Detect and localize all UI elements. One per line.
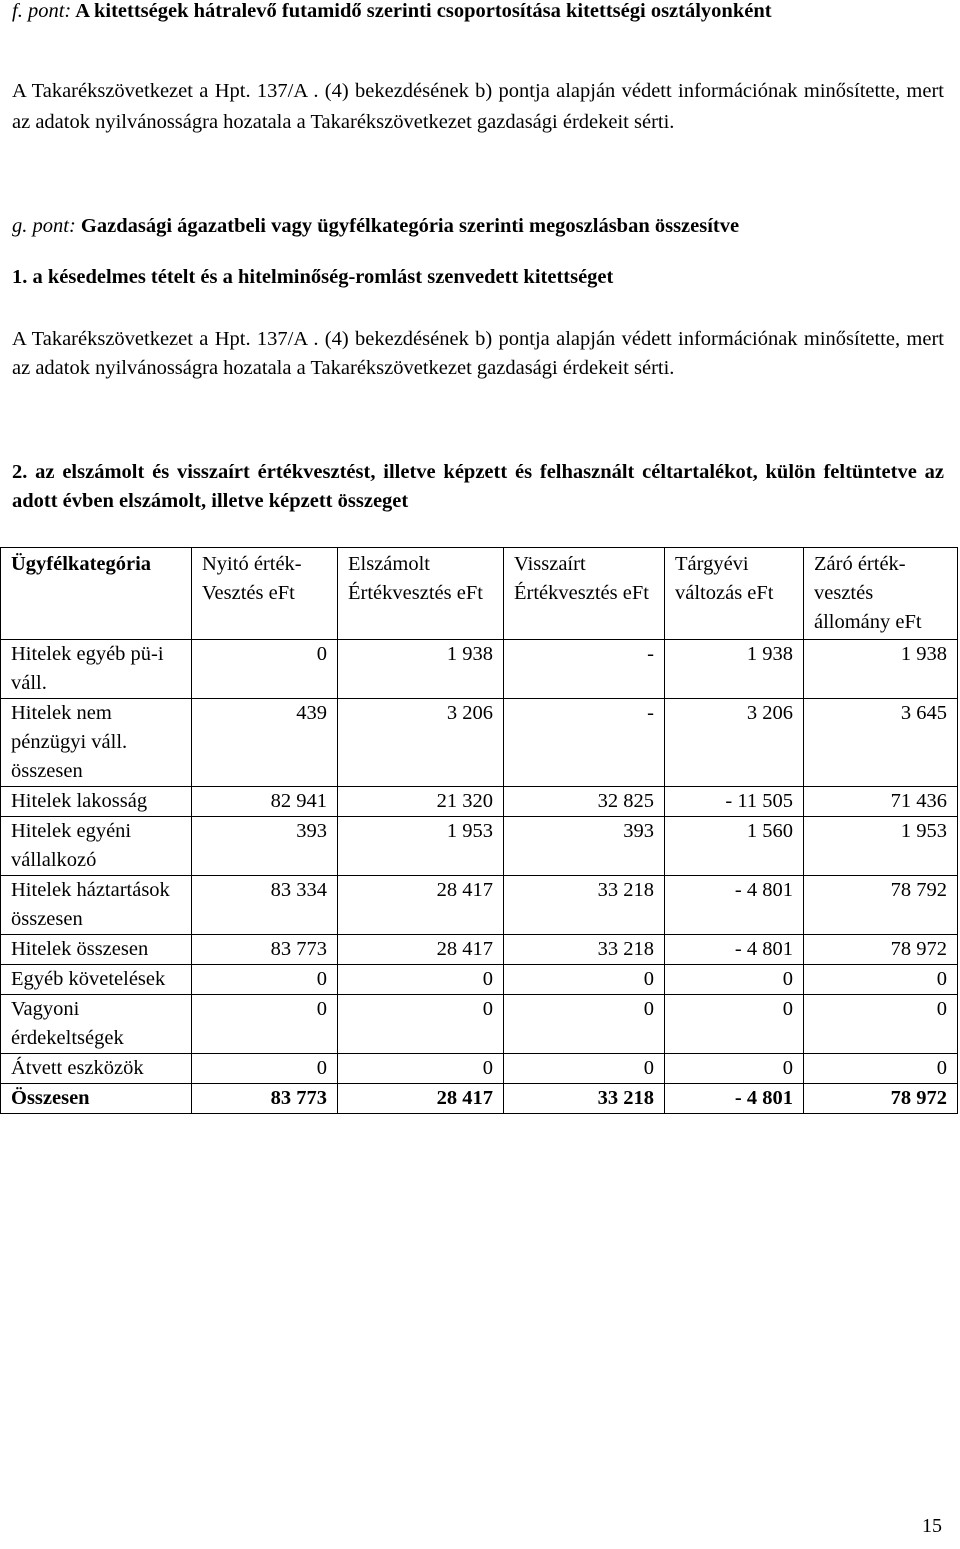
cell-visszairt: 393 (504, 817, 665, 876)
table-row (1, 699, 958, 787)
row-label: Hitelek lakosság (1, 787, 192, 817)
cell-targyevi: - 4 801 (665, 1084, 804, 1114)
table-header-row (1, 548, 958, 640)
cell-elszamolt: 0 (338, 965, 504, 995)
cell-zaro: 0 (804, 1054, 958, 1084)
cell-visszairt: 0 (504, 965, 665, 995)
row-label: Hitelek háztartások összesen (1, 876, 192, 935)
table-row (1, 1054, 958, 1084)
cell-visszairt: - (504, 640, 665, 699)
cell-nyito: 0 (192, 965, 338, 995)
cell-elszamolt: 28 417 (338, 876, 504, 935)
cell-targyevi: - 4 801 (665, 876, 804, 935)
cell-elszamolt: 28 417 (338, 1084, 504, 1114)
row-label: Egyéb követelések (1, 965, 192, 995)
cell-nyito: 0 (192, 640, 338, 699)
row-label: Vagyoni érdekeltségek (1, 995, 192, 1054)
cell-visszairt: - (504, 699, 665, 787)
row-label: Hitelek egyéb pü-i váll. (1, 640, 192, 699)
section-g-sub1-title: 1. a késedelmes tételt és a hitelminőség-romlást szenvedett kitettséget (12, 266, 614, 288)
cell-targyevi: 1 938 (665, 640, 804, 699)
table-row (1, 935, 958, 965)
cell-targyevi: 0 (665, 995, 804, 1054)
page-number: 15 (922, 1515, 942, 1537)
cell-visszairt: 32 825 (504, 787, 665, 817)
cell-nyito: 0 (192, 995, 338, 1054)
cell-targyevi: - 11 505 (665, 787, 804, 817)
cell-targyevi: 3 206 (665, 699, 804, 787)
cell-targyevi: 0 (665, 1054, 804, 1084)
header-targyevi: Tárgyévi változás eFt (665, 548, 804, 640)
cell-targyevi: 1 560 (665, 817, 804, 876)
cell-visszairt: 33 218 (504, 935, 665, 965)
table-row (1, 965, 958, 995)
cell-zaro: 71 436 (804, 787, 958, 817)
table-row (1, 876, 958, 935)
cell-elszamolt: 28 417 (338, 935, 504, 965)
section-f-title: A kitettségek hátralevő futamidő szerinti csoportosítása kitettségi osztályonként (71, 0, 772, 22)
header-ugyfelkategoria: Ügyfélkategória (1, 548, 192, 640)
section-g-sub1-text: A Takarékszövetkezet a Hpt. 137/A . (4) bekezdésének b) pontja alapján védett információnak minősítette, mert az adatok nyilvánosságra hozatala a Takarékszövetkezet gazdasági érdekeit sérti. (12, 328, 944, 379)
table-row (1, 640, 958, 699)
cell-targyevi: - 4 801 (665, 935, 804, 965)
section-f-heading (12, 0, 944, 26)
cell-zaro: 0 (804, 965, 958, 995)
table-row (1, 995, 958, 1054)
header-elszamolt: Elszámolt Értékvesztés eFt (338, 548, 504, 640)
cell-nyito: 393 (192, 817, 338, 876)
cell-zaro: 0 (804, 995, 958, 1054)
row-label: Hitelek összesen (1, 935, 192, 965)
cell-zaro: 78 972 (804, 935, 958, 965)
cell-nyito: 83 773 (192, 935, 338, 965)
cell-zaro: 78 792 (804, 876, 958, 935)
header-nyito: Nyitó érték- Vesztés eFt (192, 548, 338, 640)
cell-nyito: 83 334 (192, 876, 338, 935)
section-f-label: f. pont: (12, 0, 72, 22)
cell-visszairt: 0 (504, 995, 665, 1054)
section-g-sub2-title: 2. az elszámolt és visszaírt értékvesztést, illetve képzett és felhasznált céltartalékot, külön feltüntetve az adott évben elszámolt, illetve képzett összeget (12, 461, 944, 512)
cell-targyevi: 0 (665, 965, 804, 995)
impairment-table (0, 547, 958, 1114)
section-g-heading (12, 212, 944, 241)
cell-nyito: 82 941 (192, 787, 338, 817)
section-g-title: Gazdasági ágazatbeli vagy ügyfélkategória szerinti megoszlásban összesítve (75, 215, 740, 237)
cell-zaro: 1 953 (804, 817, 958, 876)
cell-elszamolt: 21 320 (338, 787, 504, 817)
cell-elszamolt: 1 953 (338, 817, 504, 876)
cell-nyito: 439 (192, 699, 338, 787)
table-row-total (1, 1084, 958, 1114)
cell-elszamolt: 0 (338, 1054, 504, 1084)
row-label: Összesen (1, 1084, 192, 1114)
cell-zaro: 78 972 (804, 1084, 958, 1114)
row-label: Átvett eszközök (1, 1054, 192, 1084)
table-row (1, 817, 958, 876)
table-row (1, 787, 958, 817)
cell-visszairt: 33 218 (504, 876, 665, 935)
cell-zaro: 1 938 (804, 640, 958, 699)
cell-visszairt: 0 (504, 1054, 665, 1084)
header-visszairt: Visszaírt Értékvesztés eFt (504, 548, 665, 640)
cell-elszamolt: 3 206 (338, 699, 504, 787)
cell-nyito: 83 773 (192, 1084, 338, 1114)
cell-nyito: 0 (192, 1054, 338, 1084)
cell-zaro: 3 645 (804, 699, 958, 787)
section-f-text: A Takarékszövetkezet a Hpt. 137/A . (4) bekezdésének b) pontja alapján védett információnak minősítette, mert az adatok nyilvánosságra hozatala a Takarékszövetkezet gazdasági érdekeit sérti. (12, 80, 944, 133)
row-label: Hitelek nem pénzügyi váll. összesen (1, 699, 192, 787)
cell-elszamolt: 1 938 (338, 640, 504, 699)
cell-visszairt: 33 218 (504, 1084, 665, 1114)
header-zaro: Záró érték- vesztés állomány eFt (804, 548, 958, 640)
row-label: Hitelek egyéni vállalkozó (1, 817, 192, 876)
cell-elszamolt: 0 (338, 995, 504, 1054)
section-g-label: g. pont: (12, 215, 76, 237)
